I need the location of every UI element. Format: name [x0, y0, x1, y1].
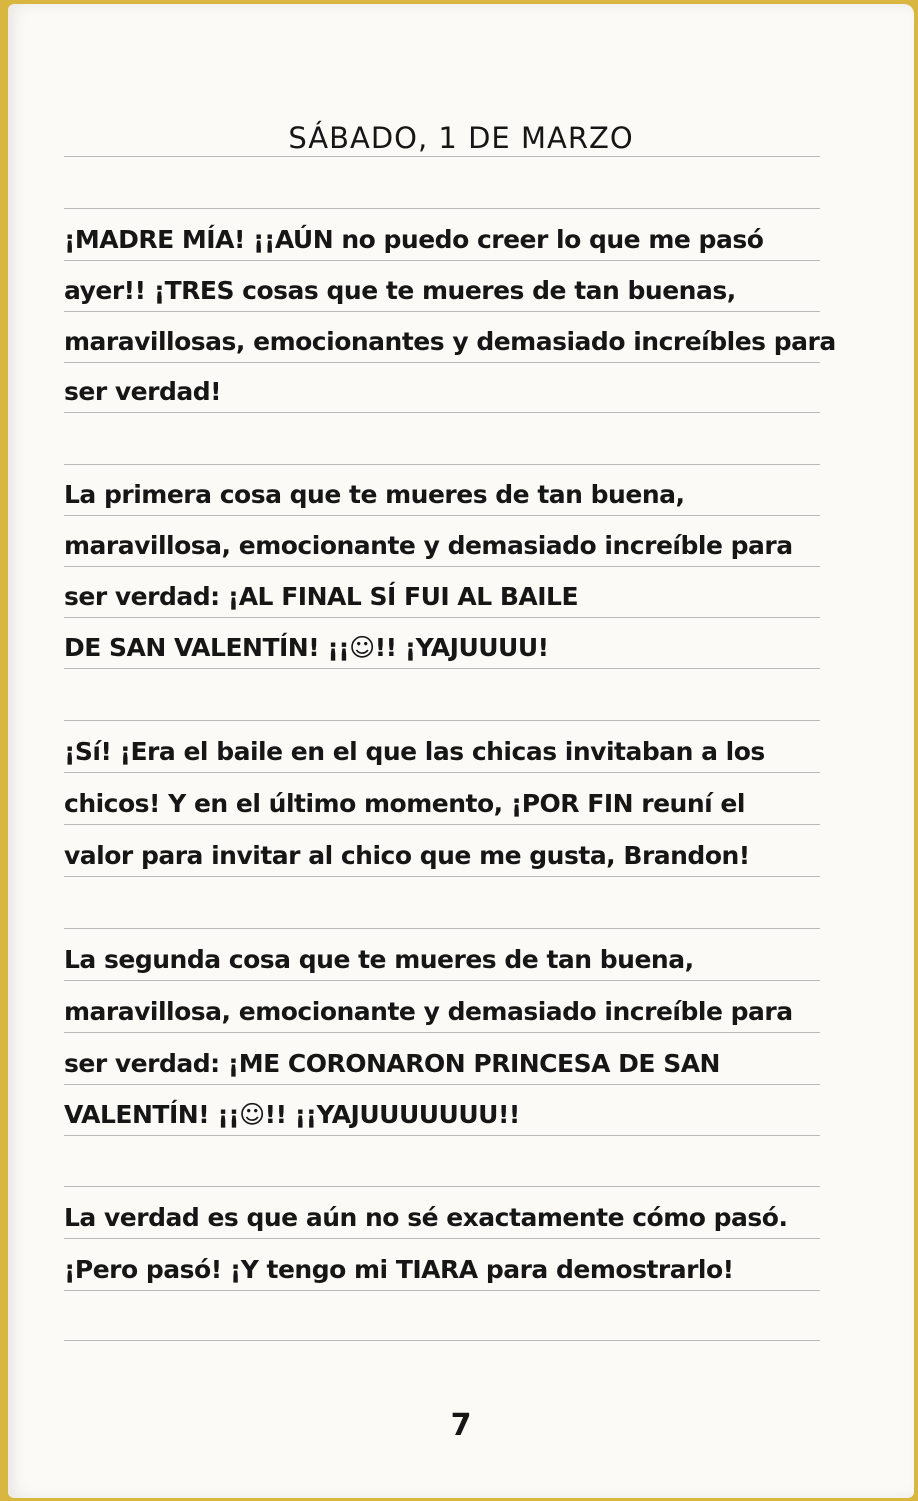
paragraph-4-line-3: ser verdad: ¡ME CORONARON PRINCESA DE SAN [64, 1049, 720, 1078]
paragraph-1-line-2: ayer!! ¡TRES cosas que te mueres de tan buenas, [64, 276, 736, 305]
paragraph-4-line-4: VALENTÍN! ¡¡☺!! ¡¡YAJUUUUUUU!! [64, 1100, 520, 1129]
paragraph-3-line-2: chicos! Y en el último momento, ¡POR FIN reuní el [64, 789, 745, 818]
paragraph-3-line-3: valor para invitar al chico que me gusta, Brandon! [64, 841, 750, 870]
paragraph-3-line-1: ¡Sí! ¡Era el baile en el que las chicas invitaban a los [64, 737, 765, 766]
paragraph-5-line-1: La verdad es que aún no sé exactamente cómo pasó. [64, 1203, 788, 1232]
paragraph-4-line-2: maravillosa, emocionante y demasiado increíble para [64, 997, 793, 1026]
ruled-line [64, 720, 820, 721]
ruled-line [64, 464, 820, 465]
paragraph-1-line-1: ¡MADRE MÍA! ¡¡AÚN no puedo creer lo que me pasó [64, 225, 764, 254]
paragraph-2-line-1: La primera cosa que te mueres de tan buena, [64, 480, 685, 509]
ruled-line [64, 1186, 820, 1187]
paragraph-2-line-4: DE SAN VALENTÍN! ¡¡☺!! ¡YAJUUUU! [64, 633, 549, 662]
paragraph-5-line-2: ¡Pero pasó! ¡Y tengo mi TIARA para demostrarlo! [64, 1255, 734, 1284]
paragraph-2-line-3: ser verdad: ¡AL FINAL SÍ FUI AL BAILE [64, 582, 579, 611]
notebook-page [8, 4, 914, 1498]
paragraph-1-line-3: maravillosas, emocionantes y demasiado increíbles para [64, 327, 836, 356]
page-number: 7 [450, 1408, 472, 1443]
paragraph-4-line-1: La segunda cosa que te mueres de tan buena, [64, 945, 694, 974]
ruled-line [64, 156, 820, 157]
ruled-line [64, 1340, 820, 1341]
paragraph-2-line-2: maravillosa, emocionante y demasiado increíble para [64, 531, 793, 560]
date-heading: SÁBADO, 1 DE MARZO [288, 121, 634, 155]
ruled-line [64, 928, 820, 929]
paragraph-1-line-4: ser verdad! [64, 377, 222, 406]
ruled-line [64, 208, 820, 209]
